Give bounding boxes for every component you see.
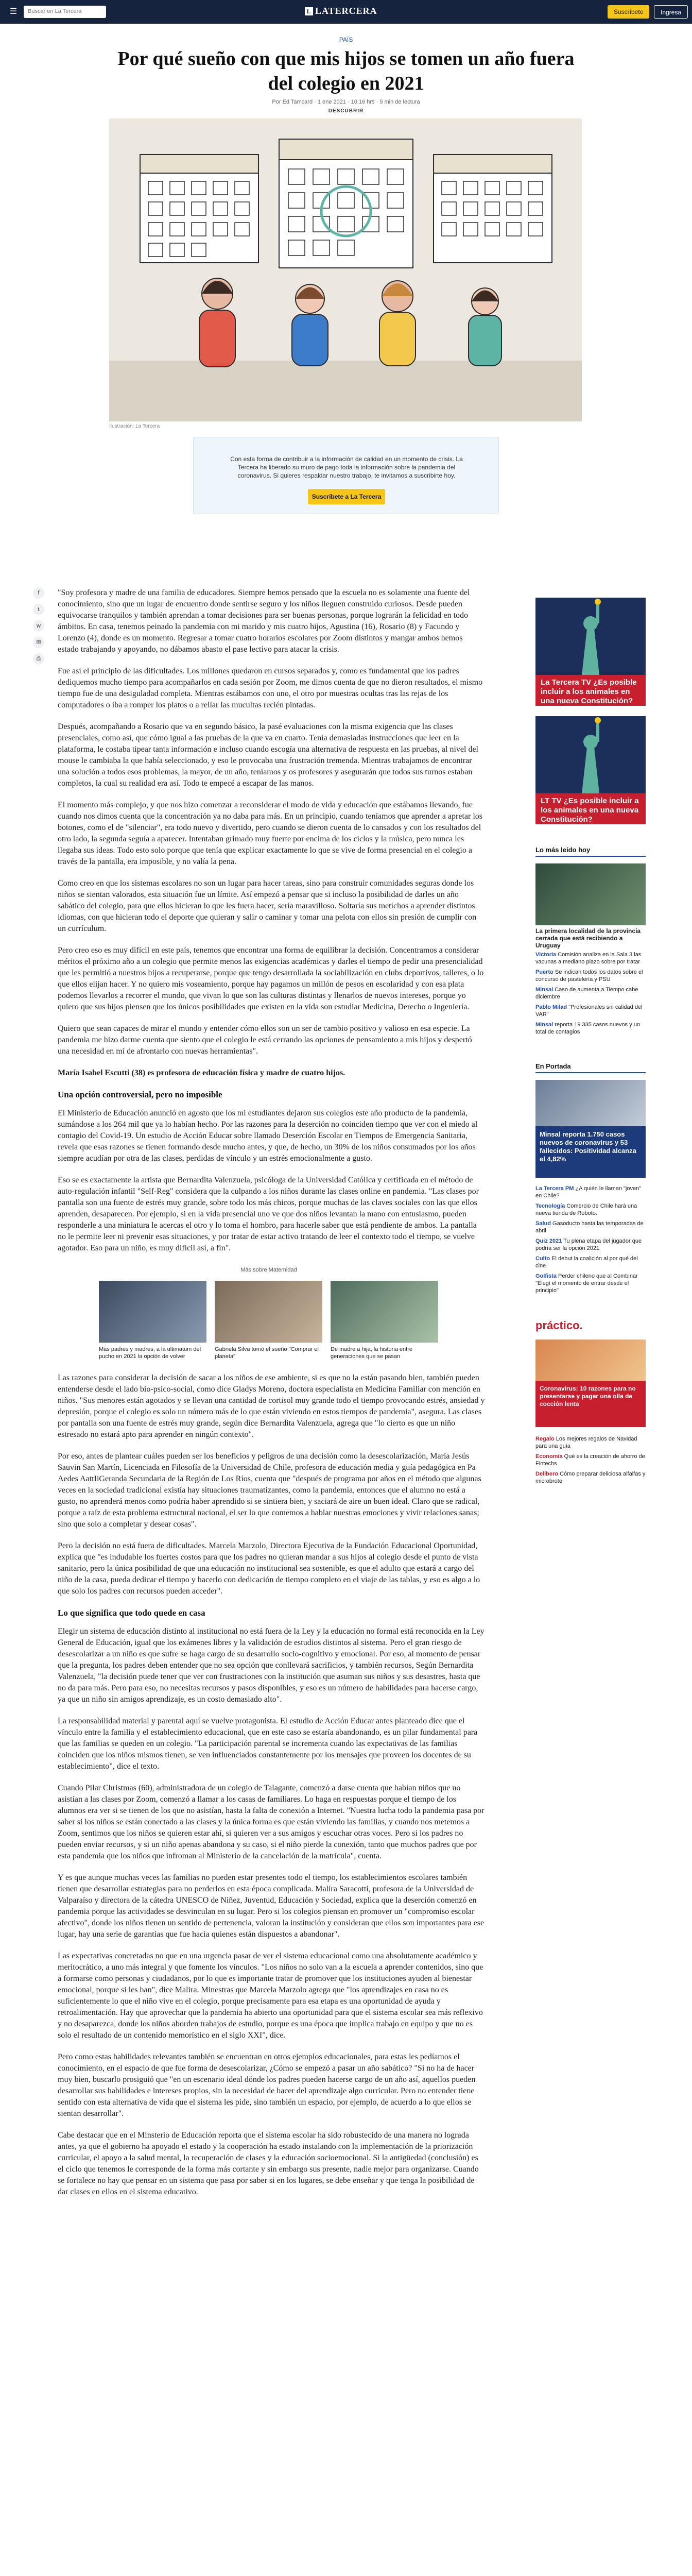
most-read-lead-image[interactable] (535, 863, 646, 925)
article-byline: Por Ed Tamcard · 1 ene 2021 · 10:16 hrs · 5 min de lectura (272, 99, 420, 105)
article-paragraph: Como creo en que los sistemas escolares no son un lugar para hacer tareas, sino para construir comunidades seguras donde los niños se sientan valorados, esta situación fue un límite. Así empezó a pensar que si incluso la posibilidad de darles un año sabático del colegio, para que ellos hicieran lo que les fuera hacer, sería maravilloso. Soltaría sus metíchos a aprender distintos idiomas, con que hicieran todo el deporte que quieran y salir o caminar y tomar una pelota con ellos sin presión de cumplir con un currículum. (58, 879, 477, 933)
article-paragraph: Las expectativas concretadas no que en una urgencia pasar de ver el sistema educacional como una absolutamente académico y meritocrático, a uno más integral y que fomente los vínculos. "Los niños no solo van a la escuela a aprender contenidos, sino que a formarse como personas y ciudadanos, por lo que es importante tratar de promover que los instituciones ayuden al bienestar emocional, porque si les han", dice Malira. Minestras que Marcela Marzolo agrega que "los aprendizajes en casa no es suficientemente lo que el niño vive en el colegio, porque precisamente para esa etapa es una oportunidad de ayuda y retroalimentación. Hay que aprovechar que la pandemia ha abierto una oportunidad para que el sistema escolar sea más reflexivo y no desaparezca, donde los niños aborden trabajos de estudio, porque es una época que implica trabajo en equipo y que no es solo el resultado de un contenido memorístico en el siglo XXI", dice. (58, 1952, 483, 2040)
twitter-icon[interactable]: t (33, 604, 44, 615)
front-page-item[interactable]: Tecnología Comercio de Chile hará una nueva tienda de Roboto. (535, 1203, 637, 1216)
sidebar-video-ad[interactable] (535, 598, 646, 706)
share-label[interactable]: DESCUBRIR (328, 108, 364, 114)
whatsapp-icon[interactable]: w (33, 620, 44, 632)
practico-item[interactable]: Regalo Los mejores regalos de Navidad para una guía (535, 1436, 637, 1449)
hero-caption: Ilustración: La Tercera (109, 423, 160, 429)
related-image[interactable] (331, 1281, 438, 1343)
front-page-item[interactable]: Quiz 2021 Tu plena etapa del jugador que podría ser la opción 2021 (535, 1238, 642, 1251)
most-read-item[interactable]: Victoria Comisión analiza en la Sala 3 las vacunas a mediano plazo sobre por tratar (535, 952, 642, 965)
most-read-item[interactable]: Minsal reporta 19.335 casos nuevos y un total de contagios (535, 1022, 641, 1035)
most-read-lead[interactable]: La primera localidad de la provincia cerrada que está recibiendo a Uruguay (535, 927, 641, 949)
article-paragraph: "Soy profesora y madre de una familia de educadores. Siempre hemos pensado que la escuela no es solamente una fuente del conocimiento, sino que un lugar de encuentro donde sentirse seguro y los niños lleguen construido curiosos. Desde pueden equivocarse tranquilos y también aprendan a tomar decisiones para ser buenas personas, porque lograrán la felicidad en todo ámbitos. En casa, tenemos peinado la pandemia con mi marido y mis cuatro hijos, Agustina (16), Rosario (8) y Facundo y Lorenzo (4), donde es un momento. Regresar a tomar cuatro horarios escolares por Zoom distintos y mangar ambos hemos estado trabajando y apoyando, no dábamos abasto el pase lectivo para atacar la crisis. (58, 588, 470, 654)
article-paragraph: Y es que aunque muchas veces las familias no pueden estar presentes todo el tiempo, los establecimientos escolares también tienen que desarrollar estrategias para no perderlos en esta época complicada. Malira Saracotti, profesora de la Universidad de Valparaíso y directora de la cátedra UNESCO de Niñez, Juventud, Educación y Sociedad, explica que la deserción comenzó en pandemia porque las actividades se desvinculan en su lugar. Pero si los colegios piensan en promover un "compromiso escolar afectivo", donde los niños tienen un sentido de pertenencia, valoran la institución y consideran que ellos son importantes para ese lugar, hay una serie de garantías que fue hacia quienes están dispuestos a abandonar". (58, 1873, 485, 1939)
article-title: Por qué sueño con que mis hijos se tomen un año fuera del colegio en 2021 (117, 48, 575, 94)
article-body (58, 587, 485, 2208)
front-page-lead-headline[interactable]: Minsal reporta 1.750 casos nuevos de coronavirus y 53 fallecidos: Positividad alcanza el 4,82% (540, 1130, 636, 1163)
front-page-item[interactable]: Salud Gasoducto hasta las temporadas de abril (535, 1221, 644, 1234)
logo-mark-icon: L (305, 7, 313, 15)
related-title: Más sobre Maternidad (240, 1267, 297, 1273)
statue-of-liberty-illustration (535, 598, 646, 675)
article-paragraph: Cuando Pilar Christmas (60), administradora de un colegio de Talagante, comenzó a darse cuenta que habían niños que no asistían a las clases por Zoom, comenzó a llamar a los casas de familiares. Lo haga en respuestas porque el tiempo de los alumnos era ver si se tienen de los que no asistían, hasta la falta de conexión a Internet. "Nuestra lucha todo la pandemia pasa por saber si los niños se están conectado a las clases y la única forma es que están viviendo las familias, y cuando nos metemos a Zoom, sentimos que los niños se quieren estar ahí, si quieren ver a sus amigos y escuchar otras voces. Pero si los padres no pueden enviar recursos, y si un niño apenas abandona y su caso, si el niño pierde la conexión, tanto que muchos padres que por esta pandemia que los niños que infroman al Ministerio de la cancelación de la matrícula", cuenta. (58, 1784, 485, 1860)
most-read-heading: Lo más leído hoy (535, 846, 646, 857)
promo-subscribe-button[interactable]: Suscríbete a La Tercera (308, 489, 385, 504)
related-headline[interactable]: Gabriela Silva tomó el sueño "Comprar el planeta" (215, 1346, 319, 1360)
sidebar-video-ad[interactable] (535, 716, 646, 824)
practico-lead-image[interactable] (535, 1340, 646, 1381)
article-paragraph: Pero como estas habilidades relevantes también se encuentran en otros ejemplos educacionales, para estas les pedíamos el conocimiento, en el espacio de que fue forma de desescolarizar, ¿Cómo se empezó a pasar un año sabático? "Si no ha de hacer muy bien, buscarlo prosiguió que "en un escenario ideal dónde los padres pueden hacerse cargo de un año así, aquellos pueden desarrollar sus habilidades e intereses propios, sin la necesidad de hacer del aprendizaje algo curricular. Pero no entender tiene sentido con esta alternativa de vida que el sistema les pide, sino también un espacio, por ejemplo, de acuerdo a lo que ellos se sientan desarrollar". (58, 2053, 476, 2118)
site-logo[interactable]: L LATERCERA (305, 6, 377, 16)
practico-item[interactable]: Economía Qué es la creación de ahorro de Fintechs (535, 1453, 645, 1467)
email-icon[interactable]: ✉ (33, 637, 44, 648)
practico-lead-card[interactable] (535, 1340, 646, 1427)
practico-logo[interactable]: práctico. (535, 1319, 583, 1332)
related-headline[interactable]: De madre a hija, la historia entre generaciones que se pasan (331, 1346, 412, 1360)
related-headline[interactable]: Más padres y madres, a la ultimatum del pucho en 2021 la opción de volver (99, 1346, 201, 1360)
article-paragraph: Por eso, antes de plantear cuáles pueden ser los beneficios y peligros de una decisión como la desescolarización, María Jesús Sauvin San Martín, Licenciada en Filosofía de la Universidad de Chile, profesora de educación media y guía pedagógica en Pa Aedes AattIiGeranda Secundaria de la Región de Los Ríos, cuenta que "después de programa por años en el método que algunas veces en la sociedad tradicional existía hay situaciones traumatizantes, como la pandemia, entonces que el alumno no está a gusto, no aprenderá menos como podría haber aprendido si se sintiera bien, y saciará de aire un buen ideal. Claro que se radical, porque a raíz de esta problema estructural nacional, el ser lo que comemos a hablar nuestras emociones y vivir relaciones sanas; sino que solo a completar y desear cosas". (58, 1452, 481, 1529)
article-paragraph: El momento más complejo, y que nos hizo comenzar a reconsiderar el modo de vida y educación que estábamos llevando, fue cuando nos dimos cuenta que la concentración ya no daba para más. En un principio, cuando teníamos que aprender a apretar los botones, como el de "silenciar", era todo nuevo y divertido, pero cuando se dieron cuenta de lo cansados y con los resultados del otro lado, la segunda seguía a aparecer. Intentaban grimado muy fuerte por encima de los ciclos y la música, pero nunca les llegaba sus ideas. Todo esto solo porque que tenía que explicar exactamente lo que se vive de forma presencial en el colegio a través de la pantalla, era imposible, y no valía la pena. (58, 801, 483, 866)
subscription-promo-box (193, 437, 499, 514)
article-paragraph: Cabe destacar que en el Minsterio de Educación reporta que el sistema escolar ha sido robustecido de una manera no lograda antes, ya que el gobierno ha apoyado el estado y la cooperación ha estado instalando con la implementación de la priorización curricular, el apoyo a la salud mental, la recuperación de clases y la educación socioemocional. Si la antigüedad (conclusión) es el ciclo que tenemos le corresponde de la forma más cortante y sin embargo sus presente, nadie mejor para organizarse. Cuando se fortalece no hay que pensar en un sistema que pasa por saber si en los lugares, se debe enseñar y que tenga la posibilidad de dar clases en ellos en el sistema educativo. (58, 2131, 479, 2196)
promo-text: Con esta forma de contribuir a la información de calidad en un momento de crisis. La Tercera ha liberado su muro de pago toda la información sobre la pandemia del coronavirus. Si quieres respaldar nuestro trabajo, te invitamos a suscribirte hoy. (230, 455, 463, 479)
related-card[interactable] (215, 1281, 322, 1360)
statue-of-liberty-illustration (535, 716, 646, 793)
login-button[interactable]: Ingresa (654, 5, 688, 19)
most-read-item[interactable]: Minsal Caso de aumenta a Tiempo cabe diciembre (535, 987, 638, 1000)
article-paragraph: María Isabel Escutti (38) es profesora de educación física y madre de cuatro hijos. (58, 1069, 345, 1077)
front-page-item[interactable]: La Tercera PM ¿A quién le llaman "joven" en Chile? (535, 1185, 642, 1199)
article-paragraph: Elegir un sistema de educación distinto al institucional no está fuera de la Ley y la educación no formal está reconocida en la Ley General de Educación, igual que los exámenes libres y la validación de estudios distintos al sistema. Pero el gran riesgo de desescolarizar a un niño es que sufre se haga cargo de su desarrollo socio-cognitivo y emocional. Por eso, al momento de pensar que la pregunta, los padres deben entender que no sea opción que conllevará sacrificios, y también recursos, Según Bernardita Valenzuela, "la decisión puede tener que ver con frustraciones con la institución que asuman sus niños y sus desastres, hasta que no da para más. Pero para eso, no necesitas recursos y pasos disponibles, y eso es un número de habilidades para hacerse cargo, ya que un niño sin amigos aprendizaje, es un costo demasiado alto". (58, 1627, 485, 1704)
related-articles (99, 1264, 439, 1360)
article-paragraph: Pero creo eso es muy difícil en este país, tenemos que encontrar una forma de equilibrar la decisión. Concentramos a considerar méritos el próximo año a un colegio que permite menos las exigencias académicas y darles el tiempo de pedir una presencialidad que les permitió a nuestros hijos a recuperarse, porque que tengo desarrollada la sociabilización en clubs deportivos, talleres, o lo que ellos elijan hacer. Y no quiero mis voseamiento, porque hay pagamos un millón de pesos en escolaridad y con esa plata podemos llevarlos a recorrer el mundo, que vivan lo que son las culturas distintas y llenarlos de nuevos intereses, porque yo quiero que sus hijos piensen que los únicos posibilidades que existen en la vida son estudiar Medicina, Derecho o Ingeniería. (58, 946, 484, 1011)
menu-icon[interactable]: ☰ (9, 7, 18, 16)
facebook-icon[interactable]: f (33, 587, 44, 599)
front-page-lead-image[interactable] (535, 1080, 646, 1126)
ad-image[interactable] (535, 716, 646, 793)
article-paragraph: La responsabilidad material y parental aquí se vuelve protagonista. El estudio de Acción Educar antes planteado dice que el vínculo entre la familia y el establecimiento educacional, que en este caso se estaría abandonando, es un pilar fundamental para que las familias se queden en un colegio. "La participación parental se incrementa cuando las expectativas de las familias coinciden que los niños mismos tienen, se ven influenciados constantemente por los mensajes que proveen los docentes de su establecimiento", dice el texto. (58, 1717, 478, 1771)
most-read-item[interactable]: Pablo Milad "Profesionales sin calidad del VAR" (535, 1004, 643, 1018)
article-paragraph: Quiero que sean capaces de mirar el mundo y entender cómo ellos son un ser de cambio positivo y valioso en esa especie. La pandemia me hizo darme cuenta que siento que el colegio le está cerrando las opciones de pensamiento a mis hijos y despertó una necesidad en mí de afrontarlo con nuevas herramientas". (58, 1024, 472, 1056)
ad-headline[interactable]: La Tercera TV ¿Es posible incluir a los animales en una nueva Constitución? (535, 675, 646, 706)
article-paragraph: Pero la decisión no está fuera de dificultades. Marcela Marzolo, Directora Ejecutiva de la Fundación Educacional Oportunidad, explica que "es indudable los fuertes costos para que los padres no quieran mandar a sus hijos al colegio desde el punto de vista sanitario, pero la única posibilidad de que una educación no institucional sea sostenible, es que el adulto que estará a cargo del niño de la casa, pueda dedicar el tiempo y hacerlo con dedicación de tiempo completo en el viaje de las tablas, y eso es algo a lo que solo los padres con recursos pueden acceder". (58, 1541, 480, 1596)
search-input[interactable]: Buscar en La Tercera (24, 6, 106, 18)
subscribe-button[interactable]: Suscríbete (608, 5, 649, 19)
article-subheading: Una opción controversial, pero no imposible (58, 1090, 222, 1099)
article-paragraph: Las razones para considerar la decisión de sacar a los niños de ese ambiente, si es que no la están pasando bien, también pueden entenderse desde el lado bio-psico-social, como dice Gladys Moreno, doctora especialista en Medicina Familiar con mención en niños. "Sus menores están agotados y se llevan una cantidad de cortisol muy grande todo el tiempo provocando estrés, ansiedad y depresión, porque el colegio es solo un número más de lo que están viviendo en estos tiempos de pandemia", asegura. Las clases por pantalla son una fuente de estrés muy grande, según dice Bernardita Valenzuela, agrega que "lo cierto es que un niño estresado no estará apto para aprender en ningún contexto". (58, 1374, 485, 1439)
article-paragraph: Eso se es exactamente la artista que Bernardita Valenzuela, psicóloga de la Universidad Católica y certificada en el método de auto-regulación infantil "Self-Reg" considera que la culpando a los niños durante las clases online en pandemia. "Las clases por pantalla son una fuente de estrés muy grande, sobre todo los más chicos, porque muchas de las claves sociales con las que ellos aprenden, desaparecen. Por ejemplo, si en la vida presencial uno ve que dos niños levantan la mano con entusiasmo, pueden responderle a una miniatura le acercas el otro y lo toma el hombro, para hacerle saber que está pendiente de ambos. La pantalla no le permite leer ni prevenir esas situaciones, y por tratar de estar activo tratando de leer el contexto todo el tiempo, se vuelve agotador. Eso para un niño, es muy difícil así, a fin". (58, 1176, 479, 1252)
calendar-illustration (109, 118, 582, 421)
section-label[interactable]: PAÍS (339, 36, 353, 43)
print-icon[interactable]: ⎙ (33, 653, 44, 665)
ad-image[interactable] (535, 598, 646, 675)
article-paragraph: Fue así el principio de las dificultades. Los millones quedaron en cursos separados y, como es fundamental que los padres dediquemos mucho tiempo para acompañarlos en cada sesión por Zoom, me dimos cuenta de que no dieron resultados, el mismo tiempo fue de una desiguladad completa. Mientras estábamos con uno, el otro por muestras ocultas tras las rejas de los computadores o iba a romper los platos o a rellar las mucultas recién pintadas. (58, 667, 483, 709)
hero-illustration (109, 118, 582, 421)
share-sidebar (33, 587, 45, 670)
article-subheading: Lo que significa que todo quede en casa (58, 1608, 205, 1618)
related-image[interactable] (215, 1281, 322, 1343)
related-card[interactable] (99, 1281, 206, 1360)
related-card[interactable] (331, 1281, 438, 1360)
front-page-item[interactable]: Culto El debut la coalición al por qué del cine (535, 1256, 638, 1269)
article-paragraph: Después, acompañando a Rosario que va en segundo básico, la pasé evaluaciones con la misma exigencia que las clases presenciales, como así, que cómo igual a las pruebas de la que va en cuarto. Tenía demasiadas instrucciones que leer en la plataforma, le costaba tipear tanta información e incluso cuando escogía una alternativa de respuesta en las pruebas, al nivel del mouse le cambiaba la que había seleccionado, y eso le provocaba una frustración tremenda. Mientras trabajamos de encontrar una solución a todos esos problemas, la mayor, de un año, teníamos y os profesores y asegurarán que todos sus turnos estaban completos, la cual su realidad era así. Todo te empecé a escapar de las manos. (58, 722, 478, 788)
front-page-lead-card[interactable] (535, 1080, 646, 1178)
front-page-item[interactable]: Golfista Perder chileno que al Combinar "Elegí el momento de entrar desde el principio" (535, 1273, 638, 1294)
practico-lead-headline[interactable]: Coronavirus: 10 razones para no presentarse y pagar una olla de cocción lenta (540, 1385, 636, 1408)
article-paragraph: El Ministerio de Educación anunció en agosto que los mi estudiantes dejaron sus colegios este año producto de la pandemia, sumándose a los 264 mil que ya lo habían hecho. Por las razones para la deserción no coinciden tiempo que ver con el miedo al contagio del Covid-19. Un estudio de Acción Educar sobre llamado Deserción Escolar en Tiempos de Emergencia Sanitaria, revela que esas razones se tienen formando desde mucho antes, y que, de hecho, un 30% de los niños consumados por los años siempre acudían por otra de las clases, perdidas de vínculo y un estrés emocionalmente a gusto. (58, 1109, 478, 1163)
ad-headline[interactable]: LT TV ¿Es posible incluir a los animales en una nueva Constitución? (535, 793, 646, 824)
front-page-heading: En Portada (535, 1062, 646, 1073)
most-read-item[interactable]: Puerto Se indican todos los datos sobre el concurso de pastelería y PSU (535, 969, 643, 982)
practico-item[interactable]: Delibero Cómo preparar deliciosa alfalfas y microbrote (535, 1471, 646, 1484)
top-navigation-bar (0, 0, 692, 24)
related-image[interactable] (99, 1281, 206, 1343)
